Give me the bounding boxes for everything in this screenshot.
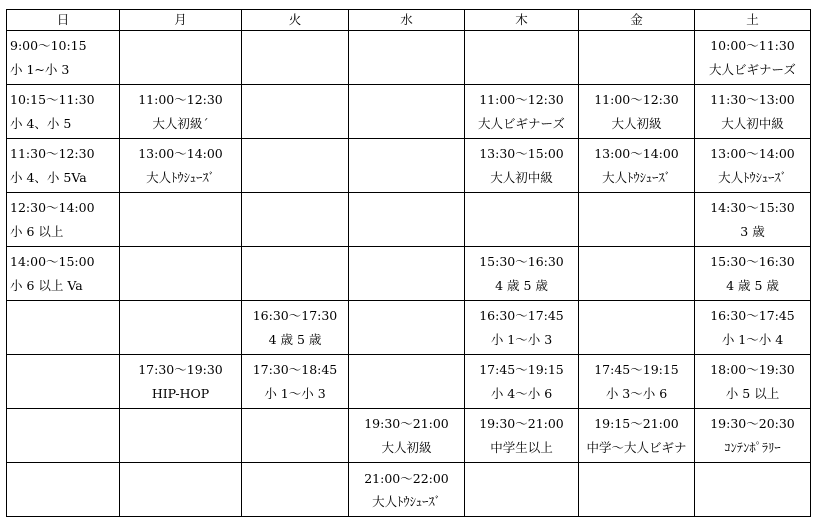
class-label: 大人初級 (381, 439, 432, 455)
class-label: 大人初級 (611, 115, 662, 131)
class-time (242, 467, 348, 490)
class-label (349, 274, 464, 298)
class-label (349, 112, 464, 136)
class-time: 10:00～11:30 (710, 37, 795, 53)
class-time (695, 467, 810, 490)
class-slot-tuesday (242, 355, 349, 409)
class-slot-thursday (465, 247, 579, 301)
class-label (242, 436, 348, 460)
class-time: 19:15～21:00 (594, 415, 679, 431)
class-slot-wednesday (349, 463, 465, 517)
class-label (10, 490, 119, 513)
class-time: 21:00～22:00 (364, 470, 449, 486)
class-slot-monday (120, 409, 242, 463)
class-label: 小 6 以上 (10, 223, 64, 239)
class-label (579, 490, 694, 513)
schedule-row (7, 463, 811, 517)
class-label: 小 1～小 3 (490, 331, 553, 347)
day-header-friday: 金 (579, 10, 695, 31)
class-label (465, 58, 578, 82)
class-slot-saturday (695, 139, 811, 193)
class-slot-wednesday (349, 193, 465, 247)
class-time: 16:30～17:30 (252, 307, 338, 323)
class-label (10, 382, 119, 406)
class-label: 大人初中級 (490, 169, 553, 185)
class-label: 4 歳 5 歳 (726, 277, 779, 293)
class-time: 18:00～19:30 (710, 361, 795, 377)
class-slot-thursday (465, 301, 579, 355)
class-label (242, 220, 348, 244)
class-time (579, 467, 694, 490)
class-time (242, 34, 348, 58)
class-time: 14:30～15:30 (710, 199, 795, 215)
class-label (242, 112, 348, 136)
class-slot-tuesday (242, 31, 349, 85)
class-time: 17:30～18:45 (252, 361, 338, 377)
class-time: 17:45～19:15 (479, 361, 564, 377)
class-time (349, 358, 464, 382)
class-slot-monday (120, 139, 242, 193)
class-label (579, 220, 694, 244)
schedule-row (7, 193, 811, 247)
class-time (579, 34, 694, 58)
class-time (465, 34, 578, 58)
class-slot-saturday (695, 409, 811, 463)
class-label (120, 436, 241, 460)
class-label (349, 220, 464, 244)
class-label: 4 歳 5 歳 (268, 331, 322, 347)
schedule-row (7, 409, 811, 463)
class-label: HIP-HOP (151, 385, 210, 401)
day-header-wednesday: 水 (349, 10, 465, 31)
class-slot-wednesday (349, 31, 465, 85)
class-slot-wednesday (349, 409, 465, 463)
class-time: 19:30～21:00 (364, 415, 449, 431)
class-slot-sunday (7, 301, 120, 355)
class-slot-saturday (695, 463, 811, 517)
class-slot-thursday (465, 139, 579, 193)
class-label: 小 4、小 5Va (10, 169, 87, 185)
class-slot-friday (579, 193, 695, 247)
class-time (242, 412, 348, 436)
class-time (242, 142, 348, 166)
class-time: 11:30～13:00 (710, 91, 795, 107)
class-label: 大人ﾄｳｼｭｰｽﾞ (146, 169, 215, 185)
class-label: 小 6 以上 Va (10, 277, 83, 293)
class-time (349, 88, 464, 112)
class-slot-monday (120, 85, 242, 139)
class-time: 13:30～15:00 (479, 145, 564, 161)
class-label: 小 4、小 5 (10, 115, 72, 131)
class-slot-monday (120, 193, 242, 247)
schedule-row (7, 301, 811, 355)
class-label (242, 166, 348, 190)
class-time: 15:30～16:30 (710, 253, 795, 269)
class-time: 14:00～15:00 (10, 253, 95, 269)
class-slot-friday (579, 85, 695, 139)
class-time (242, 250, 348, 274)
class-time: 13:00～14:00 (710, 145, 795, 161)
schedule-row (7, 139, 811, 193)
class-slot-monday (120, 247, 242, 301)
class-label: 大人初中級 (721, 115, 784, 131)
class-slot-sunday (7, 31, 120, 85)
class-slot-thursday (465, 355, 579, 409)
class-label (349, 328, 464, 352)
schedule-body (7, 31, 811, 517)
class-label: 小 1～小 4 (721, 331, 784, 347)
class-label (242, 490, 348, 513)
class-slot-tuesday (242, 301, 349, 355)
class-slot-sunday (7, 85, 120, 139)
class-time: 17:45～19:15 (594, 361, 679, 377)
class-label (579, 274, 694, 298)
class-slot-tuesday (242, 85, 349, 139)
class-slot-wednesday (349, 301, 465, 355)
class-label (349, 166, 464, 190)
class-label (349, 58, 464, 82)
class-time (349, 304, 464, 328)
class-slot-sunday (7, 463, 120, 517)
class-slot-sunday (7, 139, 120, 193)
class-label: 大人ﾄｳｼｭｰｽﾞ (718, 169, 787, 185)
class-time (10, 304, 119, 328)
class-label: 大人ﾄｳｼｭｰｽﾞ (602, 169, 671, 185)
class-label (10, 436, 119, 460)
class-label: 小 4～小 6 (490, 385, 553, 401)
class-time (10, 358, 119, 382)
class-slot-monday (120, 463, 242, 517)
class-label (579, 328, 694, 352)
class-slot-tuesday (242, 139, 349, 193)
class-slot-thursday (465, 463, 579, 517)
class-time (120, 34, 241, 58)
class-slot-tuesday (242, 193, 349, 247)
class-slot-thursday (465, 409, 579, 463)
class-label (10, 328, 119, 352)
class-time (242, 88, 348, 112)
class-time: 16:30～17:45 (479, 307, 564, 323)
class-time: 11:30～12:30 (10, 145, 95, 161)
schedule-row (7, 355, 811, 409)
class-time (349, 142, 464, 166)
class-time (349, 196, 464, 220)
class-label (120, 58, 241, 82)
class-time (120, 412, 241, 436)
class-label (695, 490, 810, 513)
class-time: 13:00～14:00 (594, 145, 679, 161)
class-time (579, 304, 694, 328)
class-label: 中学～大人ビギナ (586, 439, 687, 455)
class-time: 16:30～17:45 (710, 307, 795, 323)
class-slot-monday (120, 355, 242, 409)
class-time: 11:00～12:30 (138, 91, 223, 107)
class-time: 13:00～14:00 (138, 145, 223, 161)
class-label (465, 220, 578, 244)
class-label: 小 1~小 3 (10, 61, 70, 77)
class-slot-saturday (695, 31, 811, 85)
class-time (465, 196, 578, 220)
class-label (349, 382, 464, 406)
class-slot-saturday (695, 301, 811, 355)
day-header-monday: 月 (120, 10, 242, 31)
class-slot-saturday (695, 85, 811, 139)
schedule-row (7, 247, 811, 301)
class-label: 4 歳 5 歳 (495, 277, 548, 293)
class-label: 大人ビギナーズ (478, 115, 565, 131)
class-slot-wednesday (349, 247, 465, 301)
class-time: 19:30～20:30 (710, 415, 795, 431)
class-slot-friday (579, 355, 695, 409)
class-slot-monday (120, 31, 242, 85)
class-time (120, 304, 241, 328)
class-time (349, 34, 464, 58)
class-time (349, 250, 464, 274)
class-slot-wednesday (349, 355, 465, 409)
class-slot-tuesday (242, 463, 349, 517)
class-slot-friday (579, 139, 695, 193)
class-slot-wednesday (349, 139, 465, 193)
class-slot-monday (120, 301, 242, 355)
class-time: 10:15～11:30 (10, 91, 95, 107)
class-time (120, 250, 241, 274)
class-label: 小 1～小 3 (264, 385, 326, 401)
class-label: 小 5 以上 (725, 385, 780, 401)
class-label (120, 490, 241, 513)
class-time (120, 196, 241, 220)
class-time: 11:00～12:30 (479, 91, 564, 107)
day-header-saturday: 土 (695, 10, 811, 31)
class-slot-sunday (7, 409, 120, 463)
class-slot-thursday (465, 193, 579, 247)
class-time (10, 412, 119, 436)
class-slot-friday (579, 301, 695, 355)
class-slot-tuesday (242, 247, 349, 301)
class-time (242, 196, 348, 220)
class-label (120, 328, 241, 352)
class-time (579, 250, 694, 274)
class-label (242, 274, 348, 298)
class-label: 大人ﾄｳｼｭｰｽﾞ (372, 493, 441, 509)
class-slot-friday (579, 463, 695, 517)
day-header-thursday: 木 (465, 10, 579, 31)
class-label (120, 220, 241, 244)
class-label: ｺﾝﾃﾝﾎﾟﾗﾘｰ (724, 439, 781, 455)
class-time: 19:30～21:00 (479, 415, 564, 431)
class-label (120, 274, 241, 298)
class-slot-friday (579, 409, 695, 463)
class-time: 17:30～19:30 (138, 361, 223, 377)
day-header-sunday: 日 (7, 10, 120, 31)
class-label (242, 58, 348, 82)
class-slot-saturday (695, 193, 811, 247)
class-slot-thursday (465, 85, 579, 139)
class-label: 大人初級ˊ (152, 115, 209, 131)
class-time: 12:30～14:00 (10, 199, 95, 215)
schedule-row (7, 85, 811, 139)
class-time (120, 467, 241, 490)
class-time (579, 196, 694, 220)
class-time: 9:00～10:15 (10, 37, 87, 53)
class-time: 11:00～12:30 (594, 91, 679, 107)
day-header-row (7, 10, 811, 31)
class-label (465, 490, 578, 513)
class-slot-wednesday (349, 85, 465, 139)
class-slot-sunday (7, 193, 120, 247)
class-slot-friday (579, 247, 695, 301)
class-time: 15:30～16:30 (479, 253, 564, 269)
class-time (465, 467, 578, 490)
class-slot-sunday (7, 355, 120, 409)
class-label (579, 58, 694, 82)
class-slot-thursday (465, 31, 579, 85)
class-label: 大人ビギナーズ (709, 61, 796, 77)
day-header-tuesday: 火 (242, 10, 349, 31)
class-slot-tuesday (242, 409, 349, 463)
class-label: 3 歳 (740, 223, 765, 239)
class-label: 小 3～小 6 (605, 385, 668, 401)
weekly-schedule-table (6, 9, 811, 517)
schedule-row (7, 31, 811, 85)
class-label: 中学生以上 (490, 439, 553, 455)
class-slot-saturday (695, 355, 811, 409)
class-slot-saturday (695, 247, 811, 301)
class-slot-sunday (7, 247, 120, 301)
class-slot-friday (579, 31, 695, 85)
class-time (10, 467, 119, 490)
